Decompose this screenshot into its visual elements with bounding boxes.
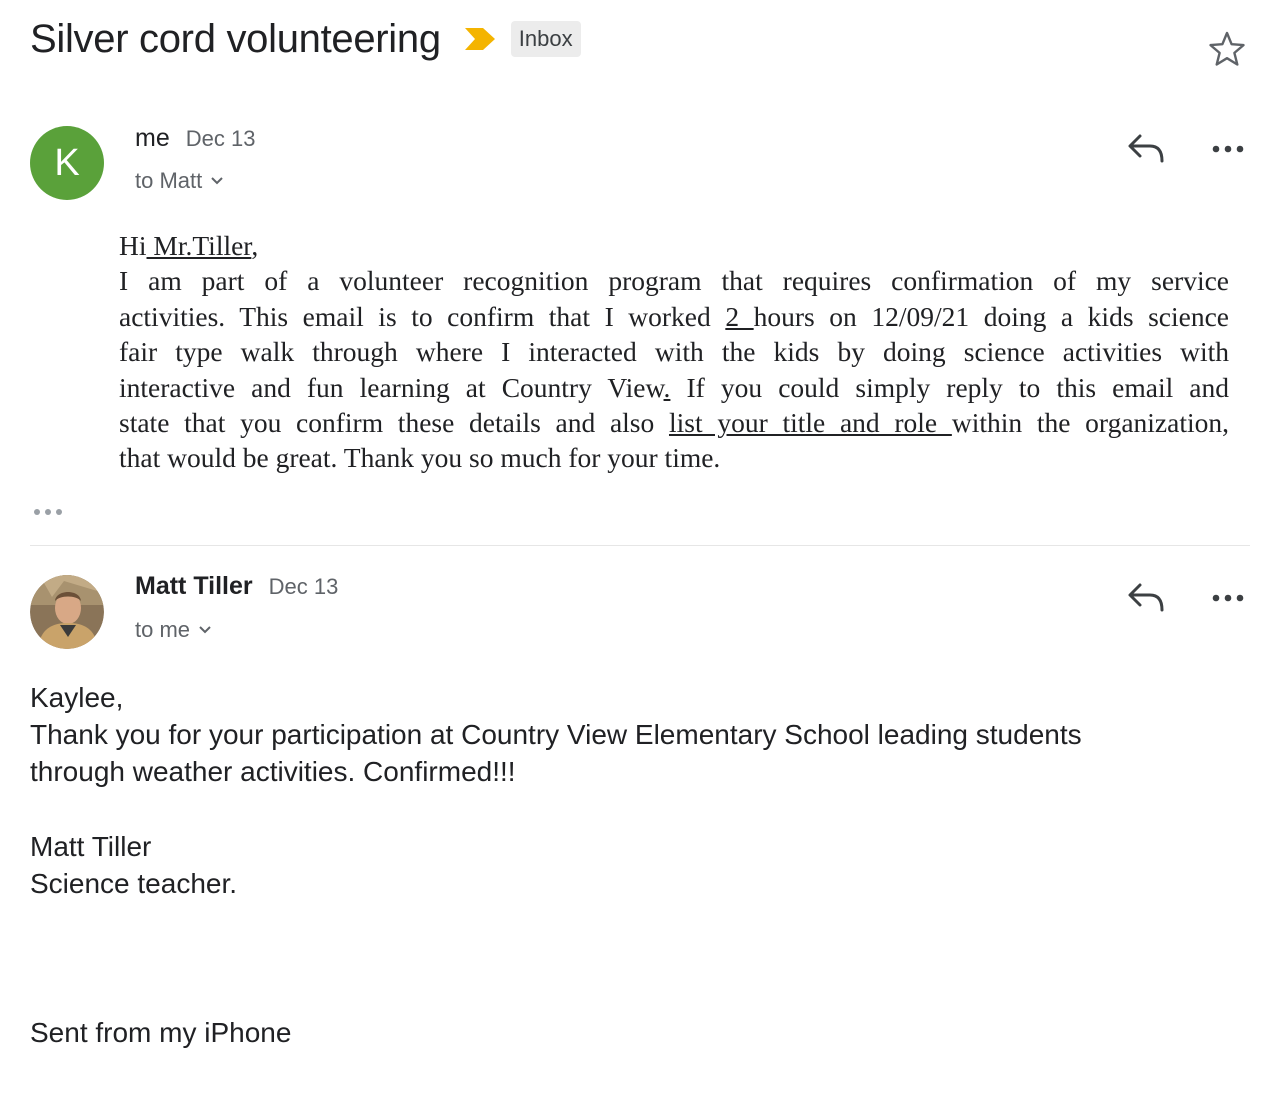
reply-greeting: Kaylee, xyxy=(30,682,124,713)
message-date: Dec 13 xyxy=(185,126,256,151)
recipient-text: to Matt xyxy=(135,168,203,193)
body-text: interactive and fun learning at Country View xyxy=(119,371,664,403)
body-text: hours on 12/09/21 doing a kids science xyxy=(753,300,1229,332)
reply-icon[interactable] xyxy=(1126,132,1166,166)
more-options-icon[interactable] xyxy=(1208,581,1248,615)
body-text: If you could simply reply to this email and xyxy=(670,371,1230,403)
body-line: I am part of a volunteer recognition program that requires confirmation of my service xyxy=(119,265,1229,297)
sender-name[interactable]: Matt Tiller xyxy=(135,572,253,600)
body-line xyxy=(119,405,1229,440)
body-line xyxy=(119,370,1229,405)
star-icon[interactable] xyxy=(1208,30,1246,68)
importance-marker-icon[interactable] xyxy=(463,26,497,52)
message-divider xyxy=(30,545,1250,546)
body-line xyxy=(119,299,1229,334)
body-line: fair type walk through where I interacted with the kids by doing science activities with xyxy=(119,336,1229,368)
body-text: activities. This email is to confirm that I worked xyxy=(119,300,726,332)
avatar-photo xyxy=(30,575,104,649)
message-body xyxy=(119,228,1229,476)
chevron-down-icon xyxy=(210,176,224,186)
recipient-details-toggle[interactable] xyxy=(135,168,224,194)
reply-icon[interactable] xyxy=(1126,581,1166,615)
signature-name: Matt Tiller xyxy=(30,831,152,862)
signature-title: Science teacher. xyxy=(30,868,238,899)
sender-line xyxy=(135,572,338,601)
subject-row xyxy=(30,14,581,64)
sender-name[interactable]: me xyxy=(135,124,170,152)
recipient-details-toggle[interactable] xyxy=(135,617,212,643)
more-options-icon[interactable] xyxy=(1208,132,1248,166)
chevron-down-icon xyxy=(198,625,212,635)
underlined-request: list your title and role xyxy=(668,407,952,439)
inbox-label-chip[interactable]: Inbox xyxy=(511,21,581,57)
recipient-text: to me xyxy=(135,617,191,642)
avatar-letter: K xyxy=(54,141,80,184)
reply-body-line: Thank you for your participation at Country View Elementary School leading students xyxy=(30,719,1082,750)
greeting-text: Hi xyxy=(119,230,147,261)
mobile-footer: Sent from my iPhone xyxy=(30,1017,292,1048)
body-text: state that you confirm these details and also xyxy=(119,407,669,439)
email-subject: Silver cord volunteering xyxy=(30,17,441,61)
avatar[interactable] xyxy=(30,575,104,649)
avatar[interactable] xyxy=(30,126,104,200)
body-text: within the organization, xyxy=(951,407,1229,439)
body-text: . xyxy=(663,371,671,403)
reply-body-line: through weather activities. Confirmed!!! xyxy=(30,756,516,787)
sender-line xyxy=(135,124,255,153)
body-line xyxy=(119,228,1229,263)
greeting-name: Mr.Tiller xyxy=(146,230,252,261)
body-line: that would be great. Thank you so much for your time. xyxy=(119,442,721,474)
message-date: Dec 13 xyxy=(268,574,339,599)
hours-value: 2 xyxy=(725,300,754,332)
trimmed-content-icon[interactable] xyxy=(32,505,66,519)
greeting-comma: , xyxy=(251,230,259,261)
